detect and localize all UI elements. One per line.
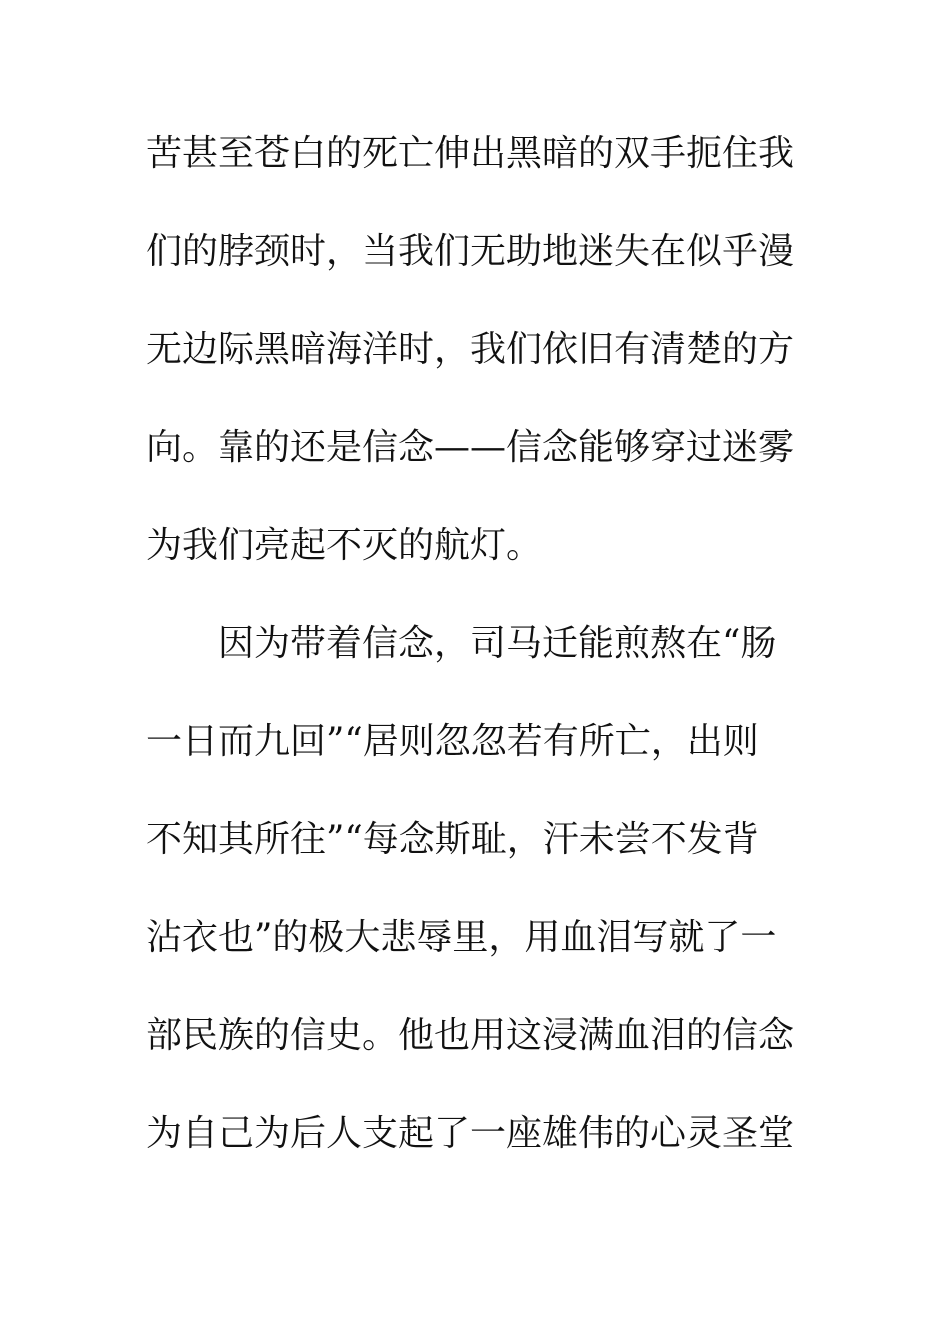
text-line: 不知其所往”“每念斯耻，汗未尝不发背: [146, 819, 759, 860]
text-line: 沾衣也”的极大悲辱里，用血泪写就了一: [146, 917, 777, 958]
text-line: 为自己为后人支起了一座雄伟的心灵圣堂: [146, 1113, 795, 1154]
text-line: 无边际黑暗海洋时，我们依旧有清楚的方: [146, 329, 795, 370]
text-line: 一日而九回”“居则忽忽若有所亡，出则: [146, 721, 759, 762]
text-line: 苦甚至苍白的死亡伸出黑暗的双手扼住我: [146, 133, 795, 174]
text-line: 向。靠的还是信念——信念能够穿过迷雾: [146, 427, 795, 468]
text-line: 部民族的信史。他也用这浸满血泪的信念: [146, 1015, 795, 1056]
text-line: 们的脖颈时，当我们无助地迷失在似乎漫: [146, 231, 795, 272]
text-line: 为我们亮起不灭的航灯。: [146, 525, 543, 566]
body-text: [146, 126, 808, 1204]
paragraph-start-line: 因为带着信念，司马迁能煎熬在“肠: [218, 623, 777, 664]
